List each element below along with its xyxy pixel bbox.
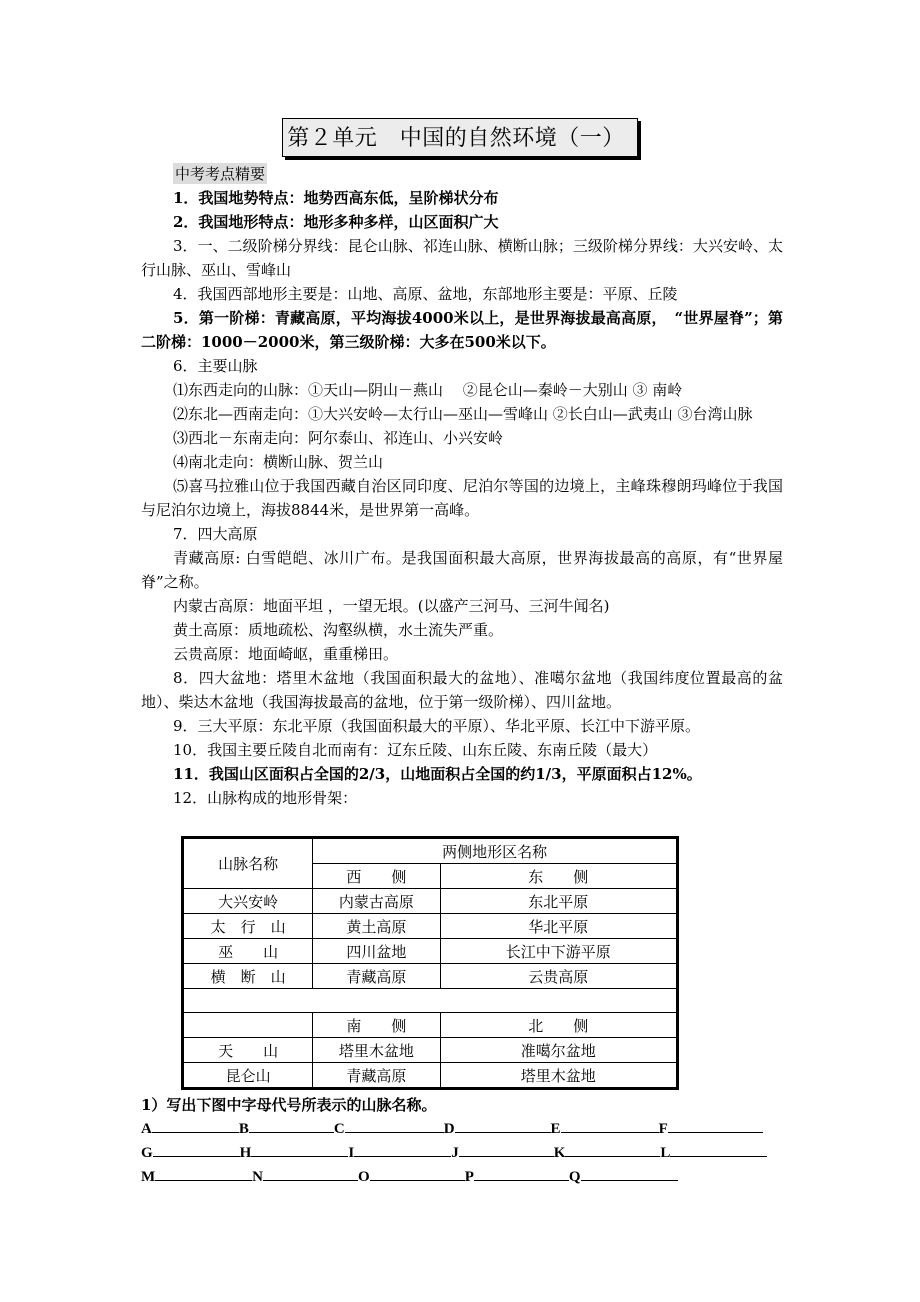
mountains-northwest-southeast: ⑶西北－东南走向：阿尔泰山、祁连山、小兴安岭 [173, 429, 504, 447]
header-mountain-name: 山脉名称 [183, 838, 313, 889]
answer-blank[interactable] [249, 1118, 334, 1133]
cell-east: 云贵高原 [440, 964, 677, 989]
header-west: 西 侧 [313, 864, 440, 889]
answer-blanks-row-2 [141, 1142, 791, 1162]
answer-blank[interactable] [581, 1166, 678, 1181]
answer-blank[interactable] [670, 1142, 767, 1157]
blank-label: J [451, 1145, 459, 1161]
point-4: 4．我国西部地形主要是：山地、高原、盆地，东部地形主要是：平原、丘陵 [173, 285, 678, 303]
cell-mountain: 横 断 山 [183, 964, 313, 989]
answer-blanks-row-3 [141, 1166, 791, 1186]
cell-west: 黄土高原 [313, 914, 440, 939]
header-north: 北 侧 [440, 1013, 677, 1038]
table-header-row [183, 838, 678, 864]
cell-west: 四川盆地 [313, 939, 440, 964]
plateau-qingzang: 青藏高原: 白雪皑皑、冰川广布。是我国面积最大高原，世界海拔最高的高原，有“世界屋脊”之称。 [141, 549, 783, 591]
question-1: 1）写出下图中字母代号所表示的山脉名称。 [141, 1096, 437, 1114]
blank-label: F [658, 1121, 668, 1137]
answer-blank[interactable] [561, 1118, 659, 1133]
point-6-heading: 6．主要山脉 [173, 357, 258, 375]
point-10-hills: 10．我国主要丘陵自北而南有：辽东丘陵、山东丘陵、东南丘陵（最大） [173, 741, 658, 759]
table-blank-row [183, 989, 678, 1013]
section-subheading: 中考考点精要 [175, 165, 266, 183]
plateau-neimenggu: 内蒙古高原：地面平坦 ，一望无垠。(以盛产三河马、三河牛闻名) [173, 597, 610, 615]
table-row [183, 964, 678, 989]
answer-blank[interactable] [455, 1118, 551, 1133]
page-title: 第２单元 中国的自然环境（一） [282, 118, 638, 157]
blank-cell [183, 989, 678, 1013]
cell-south: 塔里木盆地 [313, 1038, 440, 1063]
answer-blank[interactable] [565, 1142, 660, 1157]
point-12-heading: 12．山脉构成的地形骨架： [173, 789, 358, 807]
blank-label: I [348, 1145, 355, 1161]
table-row [183, 939, 678, 964]
answer-blank[interactable] [152, 1118, 239, 1133]
table-subheader-row [183, 1013, 678, 1038]
blank-label: A [141, 1121, 152, 1137]
table-row [183, 1038, 678, 1063]
title-container [0, 118, 920, 157]
plateau-huangtu: 黄土高原：质地疏松、沟壑纵横，水土流失严重。 [173, 621, 504, 639]
cell-west: 内蒙古高原 [313, 889, 440, 914]
point-5: 5．第一阶梯：青藏高原，平均海拔4000米以上，是世界海拔最高高原， “世界屋脊”；第二阶梯：1000－2000米，第三级阶梯：大多在500米以下。 [141, 309, 783, 351]
point-3: 3．一、二级阶梯分界线：昆仑山脉、祁连山脉、横断山脉；三级阶梯分界线：大兴安岭、太行山脉、巫山、雪峰山 [141, 237, 783, 279]
answer-blank[interactable] [153, 1142, 240, 1157]
blank-label: Q [568, 1169, 581, 1185]
header-south: 南 侧 [313, 1013, 440, 1038]
point-7-heading: 7．四大高原 [173, 525, 258, 543]
header-both-sides: 两侧地形区名称 [313, 838, 678, 864]
header-east: 东 侧 [440, 864, 677, 889]
himalaya-note: ⑸喜马拉雅山位于我国西藏自治区同印度、尼泊尔等国的边境上，主峰珠穆朗玛峰位于我国与尼泊尔边境上，海拔8844米，是世界第一高峰。 [141, 477, 783, 519]
table-row [183, 914, 678, 939]
answer-blank[interactable] [345, 1118, 444, 1133]
cell-mountain: 太 行 山 [183, 914, 313, 939]
answer-blanks-row-1 [141, 1118, 791, 1138]
cell-east: 长江中下游平原 [440, 939, 677, 964]
blank-label: P [464, 1169, 474, 1185]
blank-label: E [550, 1121, 561, 1137]
cell-east: 东北平原 [440, 889, 677, 914]
cell-mountain: 大兴安岭 [183, 889, 313, 914]
body-text [141, 186, 783, 810]
blank-label: C [333, 1121, 345, 1137]
cell-mountain: 天 山 [183, 1038, 313, 1063]
point-2: 2．我国地形特点：地形多种多样，山区面积广大 [173, 213, 499, 231]
point-1: 1．我国地势特点：地势西高东低，呈阶梯状分布 [173, 189, 499, 207]
answer-blank[interactable] [668, 1118, 763, 1133]
blank-label: G [141, 1145, 153, 1161]
blank-label: M [141, 1169, 156, 1185]
cell-south: 青藏高原 [313, 1063, 440, 1089]
plateau-yungui: 云贵高原：地面崎岖，重重梯田。 [173, 645, 399, 663]
point-8-basins: 8．四大盆地：塔里木盆地（我国面积最大的盆地）、准噶尔盆地（我国纬度位置最高的盆地）、柴达木盆地（我国海拔最高的盆地，位于第一级阶梯）、四川盆地。 [141, 669, 783, 711]
cell-mountain: 昆仑山 [183, 1063, 313, 1089]
blank-label: B [238, 1121, 249, 1137]
mountains-northeast-southwest: ⑵东北—西南走向：①大兴安岭—太行山—巫山—雪峰山 ②长白山—武夷山 ③台湾山脉 [173, 405, 753, 423]
cell-west: 青藏高原 [313, 964, 440, 989]
answer-blank[interactable] [354, 1142, 451, 1157]
answer-blank[interactable] [155, 1166, 252, 1181]
cell-north: 准噶尔盆地 [440, 1038, 677, 1063]
answer-blank[interactable] [459, 1142, 554, 1157]
empty-header-cell [183, 1013, 313, 1038]
blank-label: K [553, 1145, 566, 1161]
answer-blank[interactable] [263, 1166, 358, 1181]
blank-label: O [358, 1169, 370, 1185]
mountain-terrain-table [181, 836, 679, 1090]
blank-label: L [660, 1145, 671, 1161]
cell-east: 华北平原 [440, 914, 677, 939]
answer-blank[interactable] [370, 1166, 465, 1181]
blank-label: D [443, 1121, 455, 1137]
blank-label: H [239, 1145, 252, 1161]
cell-mountain: 巫 山 [183, 939, 313, 964]
answer-blank[interactable] [251, 1142, 348, 1157]
table-row [183, 1063, 678, 1089]
cell-north: 塔里木盆地 [440, 1063, 677, 1089]
mountains-east-west: ⑴东西走向的山脉：①天山—阴山－燕山 ②昆仑山—秦岭－大别山 ③ 南岭 [173, 381, 683, 399]
point-9-plains: 9．三大平原：东北平原（我国面积最大的平原）、华北平原、长江中下游平原。 [173, 717, 701, 735]
blank-label: N [252, 1169, 264, 1185]
mountains-north-south: ⑷南北走向：横断山脉、贺兰山 [173, 453, 384, 471]
answer-blank[interactable] [474, 1166, 569, 1181]
point-11-area: 11．我国山区面积占全国的2/3，山地面积占全国的约1/3，平原面积占12%。 [173, 765, 702, 783]
table-row [183, 889, 678, 914]
